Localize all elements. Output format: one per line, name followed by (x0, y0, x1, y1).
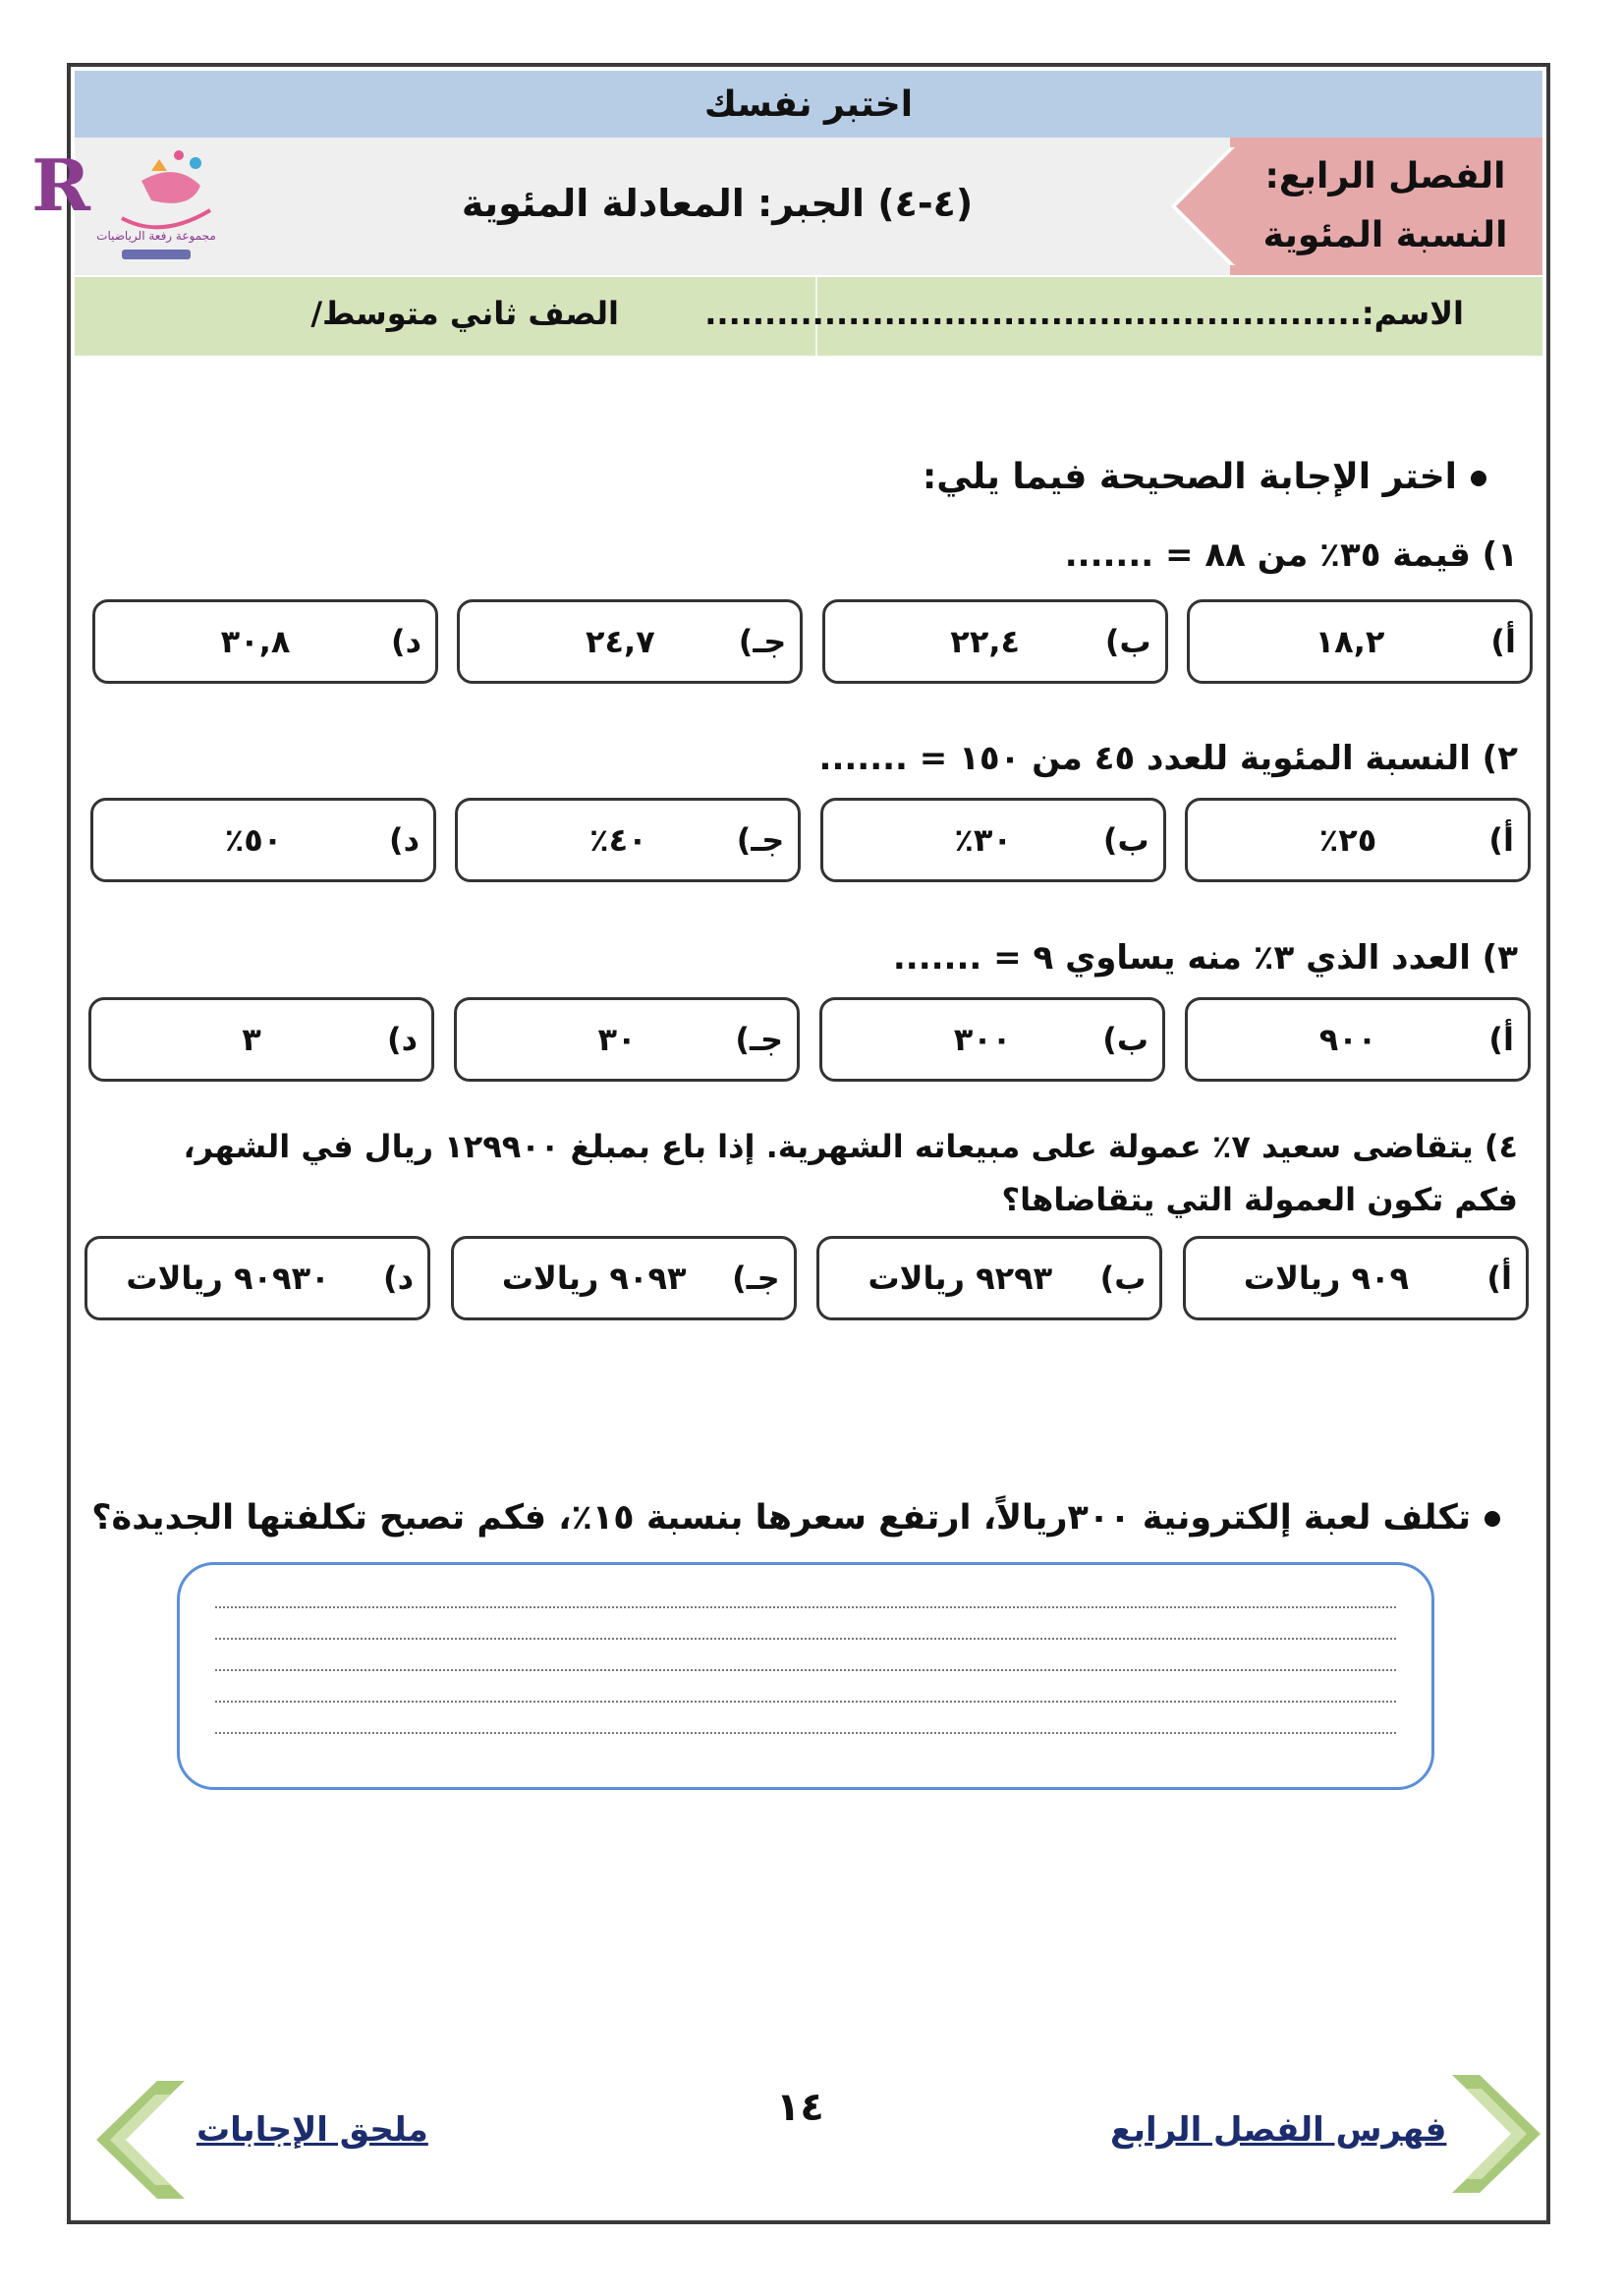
option-c[interactable]: جـ) ٤٠٪ (455, 798, 801, 882)
option-c[interactable]: جـ) ٩٠٩٣ ريالات (451, 1236, 797, 1320)
answers-appendix-link[interactable]: ملحق الإجابات (196, 2110, 428, 2150)
logo-letter: R (31, 143, 90, 227)
question-2-options (90, 798, 1531, 882)
chapter-arrow-icon (1164, 147, 1253, 265)
option-b[interactable]: ب) ٩٢٩٣ ريالات (816, 1236, 1162, 1320)
question-3-options (88, 997, 1531, 1082)
question-1: ١) قيمة ٣٥٪ من ٨٨ = ....... (1064, 535, 1518, 575)
option-d[interactable]: د) ٣٠,٨ (92, 599, 438, 684)
option-b[interactable]: ب) ٣٠٪ (820, 798, 1166, 882)
instruction: اختر الإجابة الصحيحة فيما يلي: (923, 457, 1486, 497)
answer-area[interactable] (177, 1562, 1434, 1790)
chapter-line1: الفصل الرابع: (1264, 156, 1506, 196)
option-c[interactable]: جـ) ٢٤,٧ (457, 599, 803, 684)
bullet-icon (1484, 1511, 1500, 1527)
back-arrow-icon[interactable] (96, 2081, 185, 2199)
option-a[interactable]: أ) ١٨,٢ (1187, 599, 1533, 684)
answer-line (215, 1638, 1396, 1640)
option-c[interactable]: جـ) ٣٠ (454, 997, 800, 1082)
question-3: ٣) العدد الذي ٣٪ منه يساوي ٩ = ....... (892, 938, 1518, 978)
chapter-index-link[interactable]: فهرس الفصل الرابع (1110, 2110, 1447, 2150)
answer-line (215, 1669, 1396, 1671)
page-title: اختبر نفسك (75, 71, 1542, 138)
lesson-title: (٤-٤) الجبر: المعادلة المئوية (461, 182, 974, 225)
logo (31, 141, 230, 267)
page-number: ١٤ (776, 2085, 824, 2130)
question-2: ٢) النسبة المئوية للعدد ٤٥ من ١٥٠ = ....... (818, 739, 1518, 778)
option-b[interactable]: ب) ٣٠٠ (819, 997, 1165, 1082)
option-a[interactable]: أ) ٩٠٩ ريالات (1183, 1236, 1529, 1320)
question-4-options (84, 1236, 1529, 1320)
option-d[interactable]: د) ٥٠٪ (90, 798, 436, 882)
answer-line (215, 1606, 1396, 1608)
option-a[interactable]: أ) ٢٥٪ (1185, 798, 1531, 882)
chapter-line2: النسبة المئوية (1262, 215, 1508, 255)
question-1-options (92, 599, 1533, 684)
grade-field: الصف ثاني متوسط/ (310, 295, 619, 332)
answer-line (215, 1701, 1396, 1703)
option-d[interactable]: د) ٣ (88, 997, 434, 1082)
word-problem: تكلف لعبة إلكترونية ٣٠٠ريالاً، ارتفع سعرها بنسبة ١٥٪، فكم تصبح تكلفتها الجديدة؟ (91, 1498, 1500, 1538)
question-4: ٤) يتقاضى سعيد ٧٪ عمولة على مبيعاته الشهرية. إذا باع بمبلغ ١٢٩٩٠٠ ريال في الشهر، فكم تكون العمولة التي يتقاضاها؟ (183, 1128, 1518, 1218)
bullet-icon (1471, 471, 1486, 486)
chapter-label (1243, 147, 1528, 265)
name-field[interactable]: الاسم:....................................................... (704, 295, 1464, 332)
logo-caption: مجموعة رفعة الرياضيات (96, 229, 216, 243)
option-a[interactable]: أ) ٩٠٠ (1185, 997, 1531, 1082)
option-d[interactable]: د) ٩٠٩٣٠ ريالات (84, 1236, 430, 1320)
answer-line (215, 1732, 1396, 1734)
option-b[interactable]: ب) ٢٢,٤ (822, 599, 1168, 684)
next-arrow-icon[interactable] (1452, 2075, 1540, 2193)
